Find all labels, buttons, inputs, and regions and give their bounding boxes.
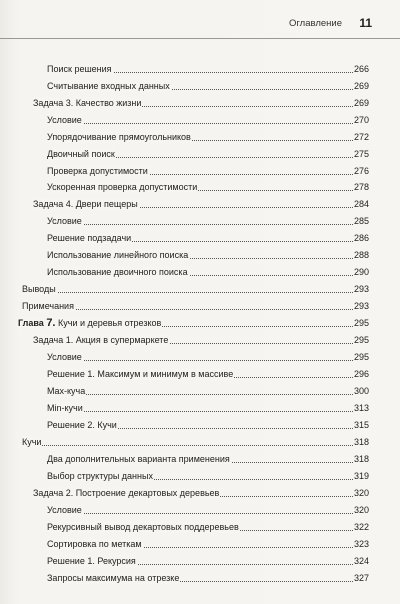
toc-entry <box>0 402 400 414</box>
toc-entry-page-number: 295 <box>353 352 369 362</box>
toc-entry-page-number: 270 <box>353 115 369 125</box>
toc-entry-title: Примечания <box>22 301 74 311</box>
toc-entry <box>0 521 400 533</box>
toc-entry <box>0 148 400 160</box>
leader-dots <box>47 212 355 225</box>
toc-entry <box>0 165 400 177</box>
header-section-title: Оглавление <box>289 18 342 29</box>
toc-entry-title: Условие <box>47 505 82 515</box>
toc-entry <box>0 351 400 363</box>
toc-entry-title: Задача 1. Акция в супермаркете <box>33 335 169 345</box>
toc-entry-title: Выбор структуры данных <box>47 471 153 481</box>
toc-entry <box>0 385 400 397</box>
toc-entry <box>0 504 400 516</box>
toc-entry-title: Проверка допустимости <box>47 166 148 176</box>
toc-entry <box>0 80 400 92</box>
toc-entry-title: Условие <box>47 115 82 125</box>
toc-entry-page-number: 323 <box>353 539 369 549</box>
toc-entry-page-number: 269 <box>353 81 369 91</box>
toc-entry <box>0 63 400 75</box>
toc-entry <box>0 453 400 465</box>
toc-entry-title: Решение подзадачи <box>47 233 132 243</box>
leader-dots <box>47 399 355 412</box>
toc-entry-page-number: 327 <box>353 573 369 583</box>
toc-entry <box>0 131 400 143</box>
toc-entry <box>0 300 400 312</box>
toc-entry-title: Max-куча <box>47 386 86 396</box>
leader-dots <box>47 111 355 124</box>
toc-entry-title: Min-кучи <box>47 403 83 413</box>
toc-entry <box>0 334 400 346</box>
toc-entry-title: Условие <box>47 352 82 362</box>
toc-entry-page-number: 324 <box>353 556 369 566</box>
toc-entry-title: Два дополнительных варианта применения <box>47 454 230 464</box>
toc-entry <box>0 538 400 550</box>
toc-entry-title: Кучи <box>22 437 42 447</box>
toc-entry-title: Ускоренная проверка допустимости <box>47 182 198 192</box>
toc-entry-title: Использование двоичного поиска <box>47 267 188 277</box>
toc-entry-title: Условие <box>47 216 82 226</box>
toc-entry-page-number: 293 <box>353 284 369 294</box>
toc-entry-title: Поиск решения <box>47 64 112 74</box>
toc-entry <box>0 266 400 278</box>
toc-entry <box>0 368 400 380</box>
toc-entry-page-number: 284 <box>353 199 369 209</box>
toc-entry-page-number: 318 <box>353 437 369 447</box>
toc-entry-page-number: 315 <box>353 420 369 430</box>
toc-entry <box>0 232 400 244</box>
toc-entry-page-number: 288 <box>353 250 369 260</box>
toc-entry <box>0 114 400 126</box>
toc-entry-page-number: 276 <box>353 166 369 176</box>
toc-entry-title: Задача 2. Построение декартовых деревьев <box>33 488 220 498</box>
toc-entry <box>0 198 400 210</box>
toc-entry-title: Задача 3. Качество жизни <box>33 98 142 108</box>
toc-entry-title: Использование линейного поиска <box>47 250 189 260</box>
toc-entry <box>0 419 400 431</box>
toc-entry-title: Упорядочивание прямоугольников <box>47 132 191 142</box>
leader-dots <box>47 348 355 361</box>
toc-entry-page-number: 266 <box>353 64 369 74</box>
toc-entry-page-number: 295 <box>353 335 369 345</box>
toc-entry <box>0 487 400 499</box>
toc-entry <box>0 215 400 227</box>
leader-dots <box>22 280 355 293</box>
toc-entry-page-number: 322 <box>353 522 369 532</box>
toc-entry-page-number: 320 <box>353 505 369 515</box>
toc-entry-page-number: 295 <box>353 318 369 328</box>
toc-entry-page-number: 269 <box>353 98 369 108</box>
toc-entry <box>0 470 400 482</box>
toc-entry-title: Запросы максимума на отрезке <box>47 573 180 583</box>
header-page-number: 11 <box>359 16 372 30</box>
toc-entry-title: Сортировка по меткам <box>47 539 142 549</box>
toc-entry-page-number: 275 <box>353 149 369 159</box>
toc-entry-title: Решение 2. Кучи <box>47 420 117 430</box>
toc-entry-page-number: 320 <box>353 488 369 498</box>
toc-entry <box>0 97 400 109</box>
leader-dots <box>47 382 355 395</box>
toc-entry <box>0 555 400 567</box>
toc-entry-page-number: 293 <box>353 301 369 311</box>
toc-entry-title: Решение 1. Максимум и минимум в массиве <box>47 369 234 379</box>
toc-entry-page-number: 300 <box>353 386 369 396</box>
toc-entry-page-number: 318 <box>353 454 369 464</box>
toc-entry <box>0 249 400 261</box>
toc-chapter-entry <box>0 317 400 329</box>
toc-entry-title: Решение 1. Рекурсия <box>47 556 136 566</box>
chapter-title: Кучи и деревья отрезков <box>58 318 162 328</box>
toc-entry-title: Задача 4. Двери пещеры <box>33 199 138 209</box>
leader-dots <box>22 433 355 446</box>
leader-dots <box>47 501 355 514</box>
toc-entry-title: Считывание входных данных <box>47 81 170 91</box>
toc-entry-title <box>18 317 162 329</box>
toc-entry-page-number: 278 <box>353 182 369 192</box>
toc-entry-title: Выводы <box>22 284 56 294</box>
chapter-number: 7. <box>46 317 56 329</box>
toc-entry <box>0 436 400 448</box>
toc-entry-page-number: 272 <box>353 132 369 142</box>
toc-entry-title: Двоичный поиск <box>47 149 115 159</box>
toc-entry-title: Рекурсивный вывод декартовых поддеревьев <box>47 522 239 532</box>
toc-entry-page-number: 313 <box>353 403 369 413</box>
toc-entry-page-number: 296 <box>353 369 369 379</box>
toc-entry-page-number: 319 <box>353 471 369 481</box>
toc-entry-page-number: 286 <box>353 233 369 243</box>
chapter-label: Глава <box>18 318 44 328</box>
toc-entry <box>0 572 400 584</box>
toc-entry-page-number: 285 <box>353 216 369 226</box>
toc-entry <box>0 283 400 295</box>
toc-entry <box>0 181 400 193</box>
toc-entry-page-number: 290 <box>353 267 369 277</box>
